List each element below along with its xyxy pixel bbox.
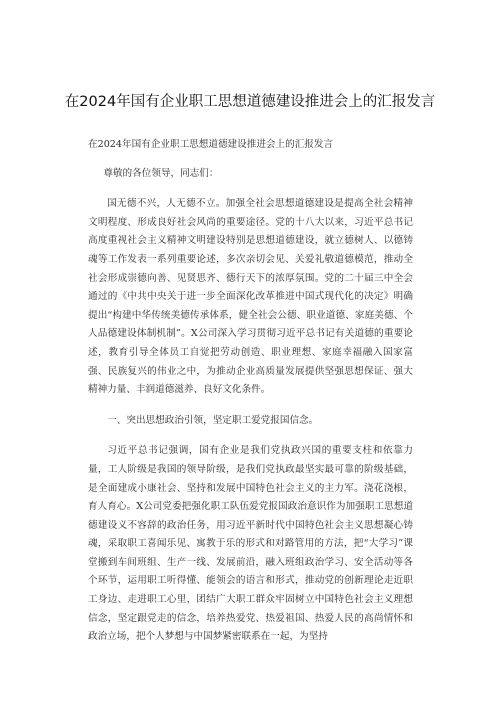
section-heading: 一、突出思想政治引领，坚定职工爱党报国信念。: [107, 414, 319, 426]
document-subtitle: 在2024年国有企业职工思想道德建设推进会上的汇报发言: [88, 139, 334, 150]
salutation: 尊敬的各位领导，同志们：: [103, 167, 219, 179]
paragraph-intro: 国无德不兴，人无德不立。加强全社会思想道德建设是提高全社会精神文明程度、形成良好社会风尚的重要途径。党的十八大以来，习近平总书记高度重视社会主义精神文明建设特别是思想道德建设，就立德树人、以德铸魂等工作发表一系列重要论述，多次亲切会见、关爱礼敬道德模范，推动全社会形成崇德向善、见贤思齐、德行天下的浓厚氛围。党的二十届三中全会通过的《中共中央关于进一步全面深化改革推进中国式现代化的决定》明确提出“构建中华传统美德传承体系，健全社会公德、职业道德、家庭美德、个人品德建设体制机制”。X公司深入学习贯彻习近平总书记有关道德的重要论述，教育引导全体员工自觉把劳动创造、职业理想、家庭幸福融入国家富强、民族复兴的伟业之中，为推动企业高质量发展提供坚强思想保证、强大精神力量、丰润道德滋养、良好文化条件。: [88, 198, 413, 396]
paragraph-section-1: 习近平总书记强调，国有企业是我们党执政兴国的重要支柱和依靠力量，工人阶级是我国的领导阶级，是我们党执政最坚实最可靠的阶级基础，是全面建成小康社会、坚持和发展中国特色社会主义的主力军。浇花浇根，育人育心。X公司党委把强化职工队伍爱党报国政治意识作为加强职工思想道德建设义不容辞的政治任务，用习近平新时代中国特色社会主义思想凝心铸魂，采取职工喜闻乐见、寓教于乐的形式和对路管用的方法，把“大学习”课堂搬到车间班组、生产一线、发展前沿，融入班组政治学习、安全活动等各个环节，运用职工听得懂、能领会的语言和形式，推动党的创新理论走近职工身边、走进职工心里，团结广大职工群众牢固树立中国特色社会主义理想信念，坚定跟党走的信念，培养热爱党、热爱祖国、热爱人民的高尚情怀和政治立场，把个人梦想与中国梦紧密联系在一起，为坚持: [88, 445, 413, 643]
document-title: 在2024年国有企业职工思想道德建设推进会上的汇报发言: [64, 94, 436, 110]
document-body: [88, 136, 413, 659]
